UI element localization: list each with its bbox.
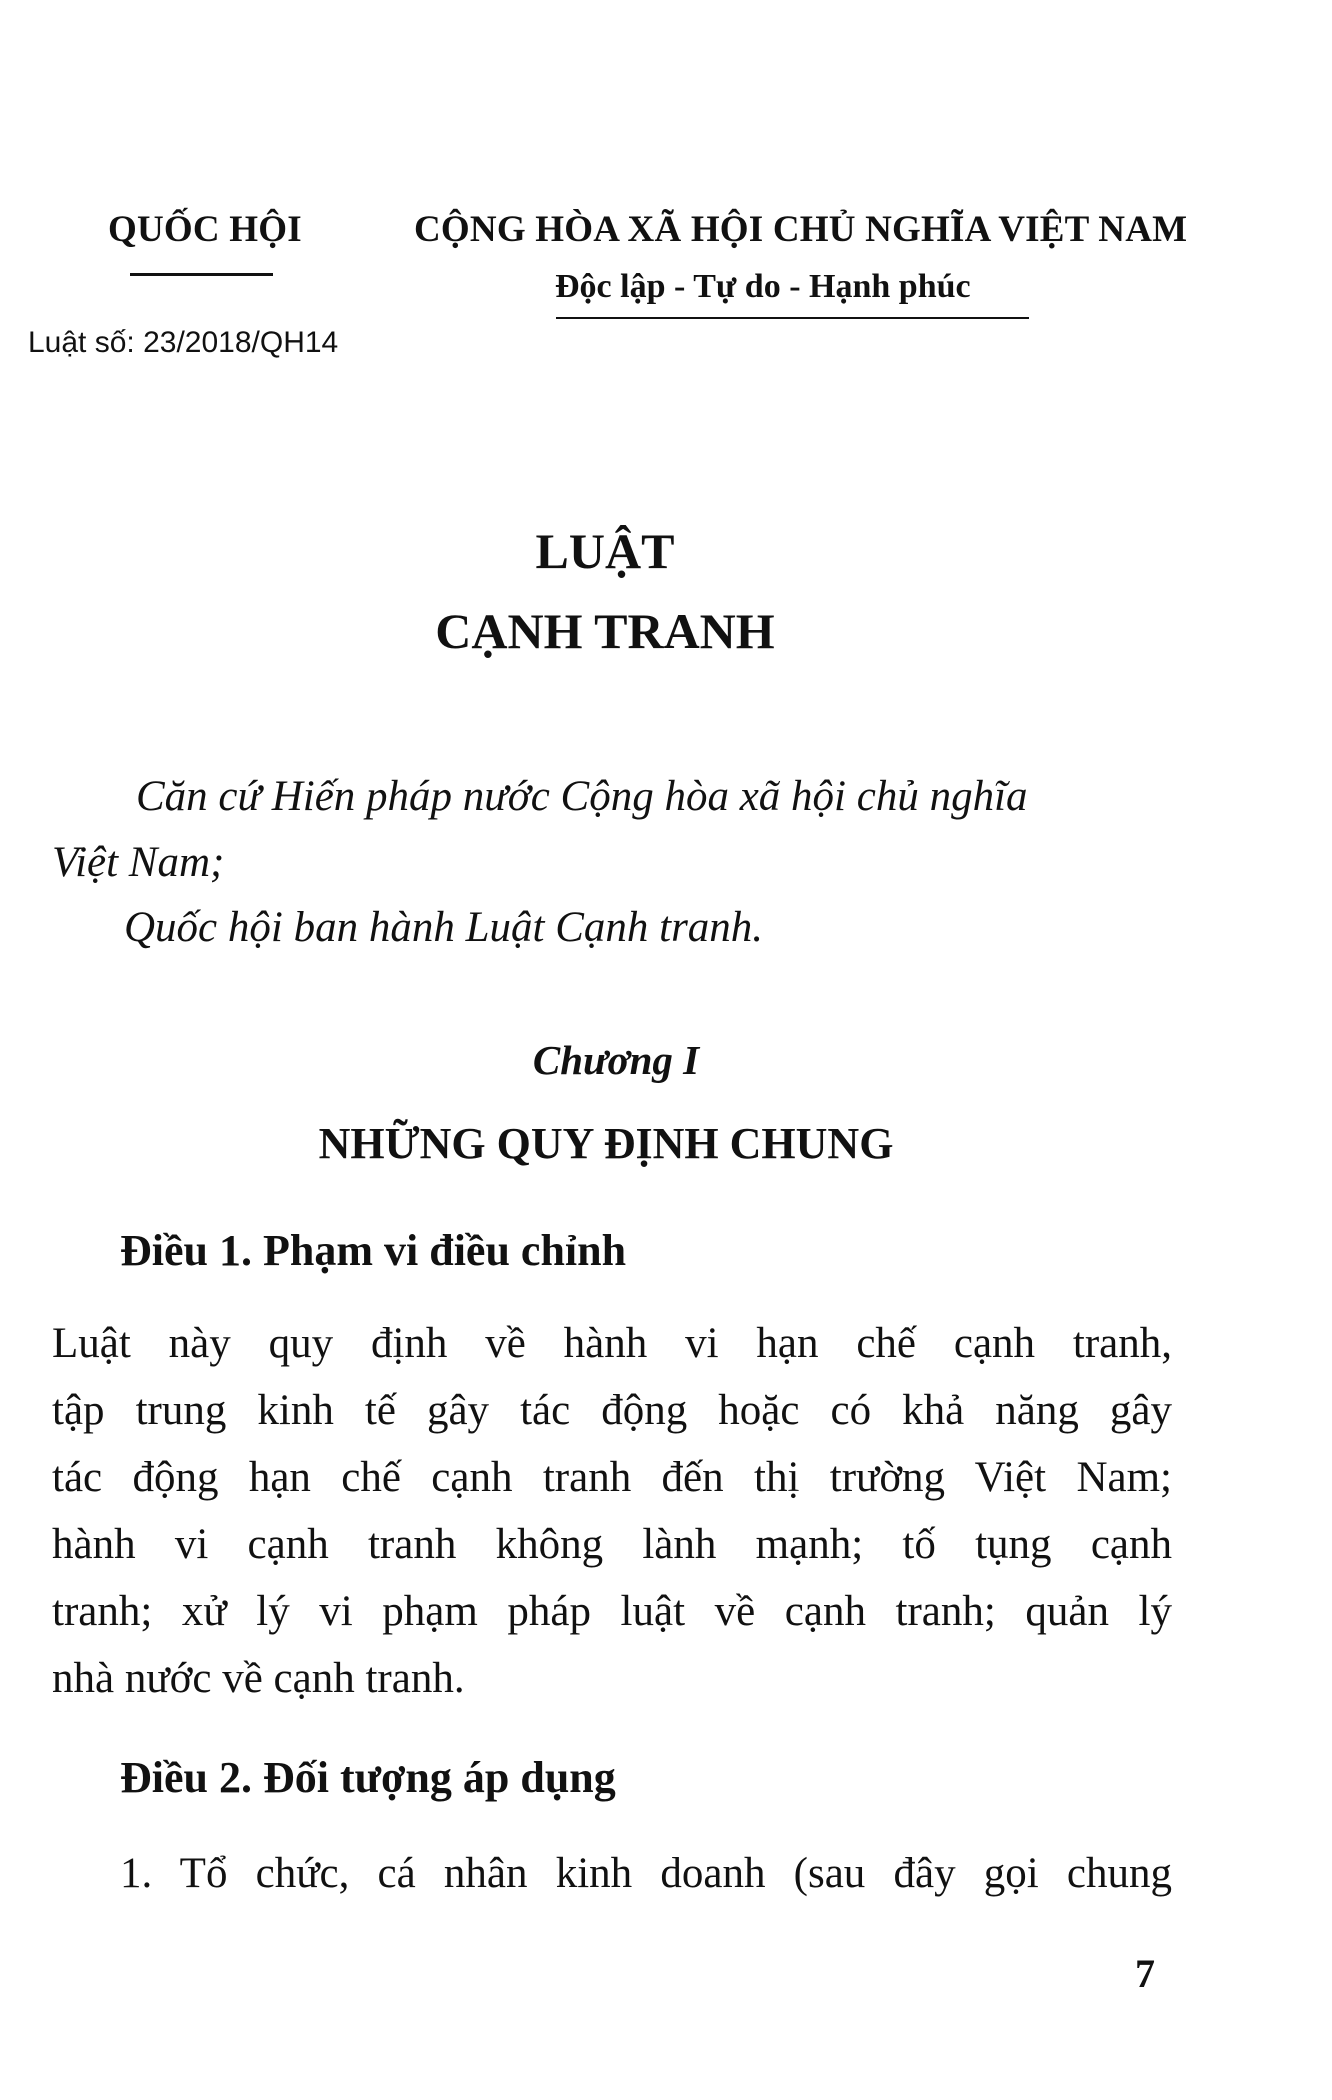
article-text-line: tranh; xử lý vi phạm pháp luật về cạnh tranh; quản lý: [52, 1588, 1172, 1635]
issuer-label: QUỐC HỘI: [108, 209, 302, 250]
document-title: LUẬT: [535, 523, 675, 579]
chapter-number: Chương I: [532, 1037, 700, 1083]
article-heading: Điều 1. Phạm vi điều chỉnh: [120, 1226, 627, 1275]
article-text-line: tập trung kinh tế gây tác động hoặc có khả năng gây: [52, 1387, 1172, 1434]
national-motto: Độc lập - Tự do - Hạnh phúc: [555, 268, 971, 305]
law-number: Luật số: 23/2018/QH14: [28, 326, 339, 359]
article-text-line: hành vi cạnh tranh không lành mạnh; tố tụng cạnh: [52, 1521, 1172, 1568]
article-heading: Điều 2. Đối tượng áp dụng: [120, 1753, 616, 1802]
motto-underline: [556, 317, 1029, 319]
preamble-line: Việt Nam;: [52, 839, 225, 886]
chapter-title: NHỮNG QUY ĐỊNH CHUNG: [318, 1119, 894, 1168]
page-number: 7: [1135, 1951, 1155, 1996]
article-text-line: tác động hạn chế cạnh tranh đến thị trường Việt Nam;: [52, 1454, 1172, 1501]
country-name: CỘNG HÒA XÃ HỘI CHỦ NGHĨA VIỆT NAM: [414, 209, 1188, 250]
issuer-underline: [130, 273, 273, 276]
document-subtitle: CẠNH TRANH: [435, 603, 775, 659]
preamble-line: Căn cứ Hiến pháp nước Cộng hòa xã hội chủ nghĩa: [136, 773, 1028, 820]
article-text-line: 1. Tổ chức, cá nhân kinh doanh (sau đây gọi chung: [120, 1850, 1172, 1897]
article-text-line: Luật này quy định về hành vi hạn chế cạnh tranh,: [52, 1320, 1172, 1367]
article-text-line: nhà nước về cạnh tranh.: [52, 1655, 465, 1702]
preamble-line: Quốc hội ban hành Luật Cạnh tranh.: [124, 904, 764, 951]
